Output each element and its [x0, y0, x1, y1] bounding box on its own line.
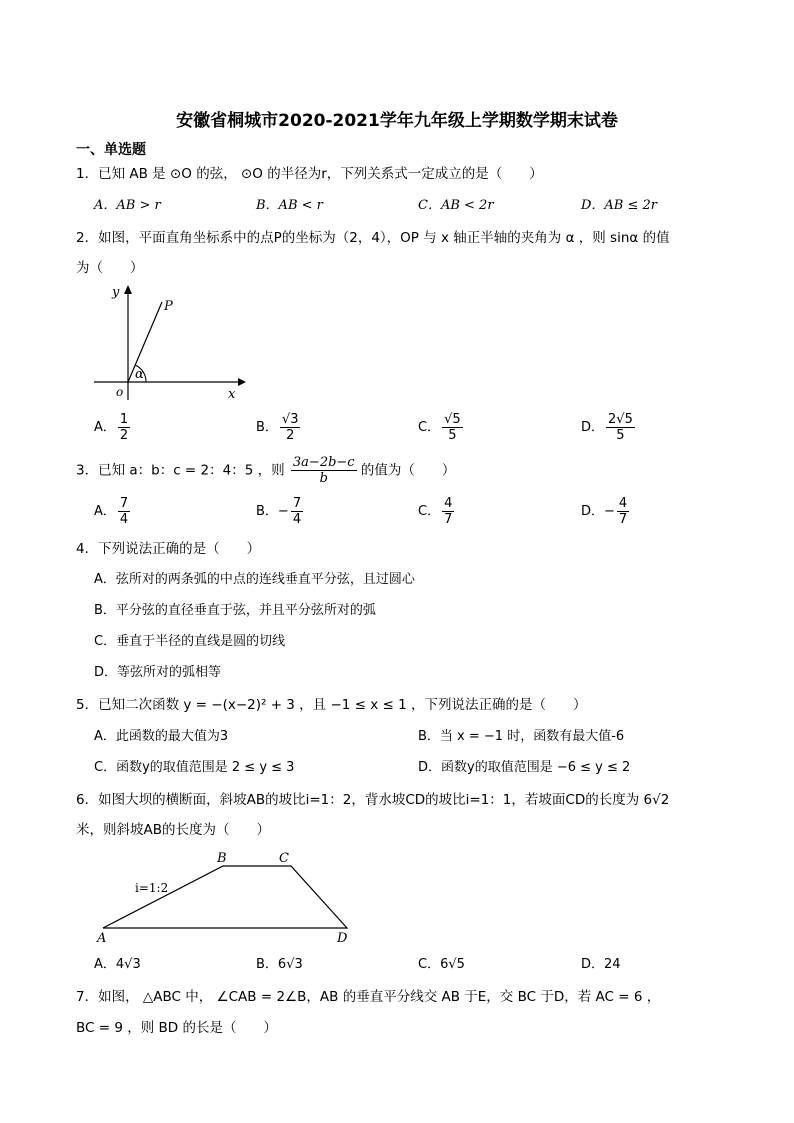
- q4-stem: 4．下列说法正确的是（ ）: [76, 541, 261, 557]
- q4-option-d: D．等弦所对的弧相等: [94, 665, 222, 680]
- q2-option-d: D． $\frac{2√5}{5}$: [581, 412, 633, 443]
- q6-stem-line2: 米，则斜坡AB的长度为（ ）: [76, 822, 270, 838]
- q3-option-d: D．− $\frac{4}{7}$: [581, 496, 628, 527]
- q2-option-b: B． $\frac{√3}{2}$: [256, 412, 299, 443]
- page-title: 安徽省桐城市2020-2021学年九年级上学期数学期末试卷: [176, 111, 618, 131]
- q2-stem-line2: 为（ ）: [76, 260, 144, 276]
- q1-stem: 1．已知 AB 是 ⊙O 的弦， ⊙O 的半径为r，下列关系式一定成立的是（ ）: [76, 166, 543, 182]
- x-axis-label: x: [228, 387, 236, 402]
- q7-stem-line1: 7．如图， △ABC 中， ∠CAB = 2∠B，AB 的垂直平分线交 AB 于E，交 BC 于D，若 AC = 6 ，: [76, 989, 661, 1005]
- q5-option-d: D．函数y的取值范围是 −6 ≤ y ≤ 2: [418, 760, 631, 775]
- q3-option-c: C． $\frac{4}{7}$: [418, 496, 453, 527]
- alpha-label: α: [135, 367, 144, 382]
- op-segment: [128, 302, 162, 382]
- x-axis-arrow: [238, 378, 246, 386]
- q6-stem-line1: 6．如图大坝的横断面，斜坡AB的坡比i=1：2，背水坡CD的坡比i=1：1，若坡面CD的长度为 6√2: [76, 792, 670, 808]
- q2-stem-line1: 2．如图，平面直角坐标系中的点P的坐标为（2，4），OP 与 x 轴正半轴的夹角为 α ，则 sinα 的值: [76, 230, 670, 246]
- q5-option-a: A．此函数的最大值为3: [94, 729, 229, 744]
- slope-ratio-label: i=1:2: [135, 881, 169, 895]
- trapezoid-abcd: [103, 866, 347, 928]
- q3-option-a: A． $\frac{7}{4}$: [94, 496, 129, 527]
- q2-option-c: C． $\frac{√5}{5}$: [418, 412, 461, 443]
- q6-option-d: D．24: [581, 957, 621, 972]
- y-axis-label: y: [112, 285, 120, 300]
- q1-option-b: B．AB < r: [256, 198, 323, 213]
- q6-option-c: C．6√5: [418, 957, 465, 972]
- q1-option-c: C．AB < 2r: [418, 198, 494, 213]
- y-axis-arrow: [124, 285, 132, 294]
- q4-option-b: B．平分弦的直径垂直于弦，并且平分弦所对的弧: [94, 603, 376, 618]
- vertex-c-label: C: [279, 851, 289, 866]
- vertex-b-label: B: [217, 851, 227, 866]
- vertex-d-label: D: [337, 931, 348, 946]
- point-p-label: P: [164, 299, 173, 314]
- origin-label: o: [116, 385, 124, 399]
- q4-option-c: C．垂直于半径的直线是圆的切线: [94, 634, 286, 649]
- section-heading: 一、单选题: [76, 142, 146, 158]
- q1-option-d: D．AB ≤ 2r: [581, 198, 658, 213]
- q5-option-b: B．当 x = −1 时，函数有最大值-6: [418, 729, 625, 744]
- q6-option-b: B．6√3: [256, 957, 303, 972]
- q7-stem-line2: BC = 9 ，则 BD 的长是（ ）: [76, 1020, 277, 1036]
- q2-coordinate-figure: [90, 282, 250, 402]
- q6-dam-cross-section-figure: [95, 846, 360, 946]
- q5-option-c: C．函数y的取值范围是 2 ≤ y ≤ 3: [94, 760, 295, 775]
- q1-option-a: A．AB > r: [94, 198, 161, 213]
- q5-stem: 5．已知二次函数 y = −(x−2)² + 3 ，且 −1 ≤ x ≤ 1 ，下列说法正确的是（ ）: [76, 697, 587, 713]
- q4-option-a: A．弦所对的两条弧的中点的连线垂直平分弦，且过圆心: [94, 572, 415, 587]
- q3-stem: 3．已知 a：b：c = 2：4：5 ，则 $\frac{3a-2b-c}{b}$ 的值为（ ）: [76, 455, 456, 486]
- q6-option-a: A．4√3: [94, 957, 141, 972]
- q3-option-b: B．− $\frac{7}{4}$: [256, 496, 302, 527]
- q2-option-a: A． $\frac{1}{2}$: [94, 412, 129, 443]
- vertex-a-label: A: [97, 931, 107, 946]
